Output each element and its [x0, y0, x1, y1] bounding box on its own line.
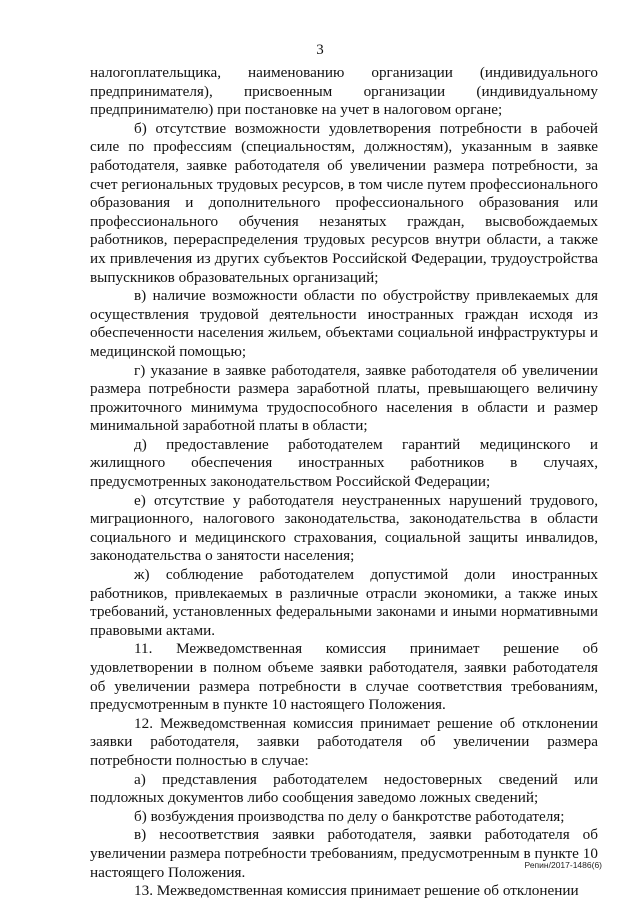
paragraph-clause-12-v: в) несоответствия заявки работодателя, заявки работодателя об увеличении размера потребности требованиям, предусмотренным в пункте 10 настоящего Положения. — [90, 826, 598, 881]
paragraph-item-zh: ж) соблюдение работодателем допустимой доли иностранных работников, привлекаемых в различные отрасли экономики, а также иных требований, установленных федеральными законами и иными нормативными правовыми актами. — [90, 566, 598, 639]
paragraph-clause-12-b: б) возбуждения производства по делу о банкротстве работодателя; — [134, 807, 565, 825]
paragraph-clause-11: 11. Межведомственная комиссия принимает решение об удовлетворении в полном объеме заявки работодателя, заявки работодателя об увеличении размера потребности в случае соответствия требованиям, предусмотренным в пункте 10 настоящего Положения. — [90, 640, 598, 714]
paragraph-item-b: б) отсутствие возможности удовлетворения потребности в рабочей силе по профессиям (специальностям, должностям), указанным в заявке работодателя, заявке работодателя об увеличении размера потребности, за счет региональных трудовых ресурсов, в том числе путем профессионального образования и дополнительного профессионального образования или профессионального обучения незанятых граждан, высвобождаемых работников, перераспределения трудовых ресурсов внутри области, а также их привлечения из других субъектов Российской Федерации, трудоустройства выпускников образовательных организаций; — [90, 119, 598, 286]
paragraph-item-e: е) отсутствие у работодателя неустраненных нарушений трудового, миграционного, налогового законодательства, законодательства в области социального и медицинского страхования, социальной защиты инвалидов, законодательства о занятости населения; — [90, 491, 598, 565]
paragraph-continuation: налогоплательщика, наименованию организации (индивидуального предпринимателя), присвоенным организации (индивидуальному предпринимателю) при постановке на учет в налоговом органе; — [90, 64, 598, 119]
document-registration-code: Репин/2017-1486(6) — [524, 860, 602, 870]
paragraph-clause-12: 12. Межведомственная комиссия принимает решение об отклонении заявки работодателя, заявки работодателя об увеличении размера потребности полностью в случае: — [90, 714, 598, 769]
paragraph-clause-12-a: а) представления работодателем недостоверных сведений или подложных документов либо сообщения заведомо ложных сведений; — [90, 770, 598, 807]
paragraph-item-g: г) указание в заявке работодателя, заявке работодателя об увеличении размера потребности размера заработной платы, превышающего величину прожиточного минимума трудоспособного населения в области и размер минимальной заработной платы в области; — [90, 361, 598, 435]
paragraph-item-v: в) наличие возможности области по обустройству привлекаемых для осуществления трудовой деятельности иностранных граждан исходя из обеспеченности населения жильем, объектами социальной инфраструктуры и медицинской помощью; — [90, 287, 598, 360]
document-body — [90, 64, 598, 901]
paragraph-item-d: д) предоставление работодателем гарантий медицинского и жилищного обеспечения иностранных работников в случаях, предусмотренных законодательством Российской Федерации; — [90, 435, 598, 491]
paragraph-clause-13: 13. Межведомственная комиссия принимает решение об отклонении — [134, 882, 579, 900]
page-number: 3 — [316, 42, 324, 58]
